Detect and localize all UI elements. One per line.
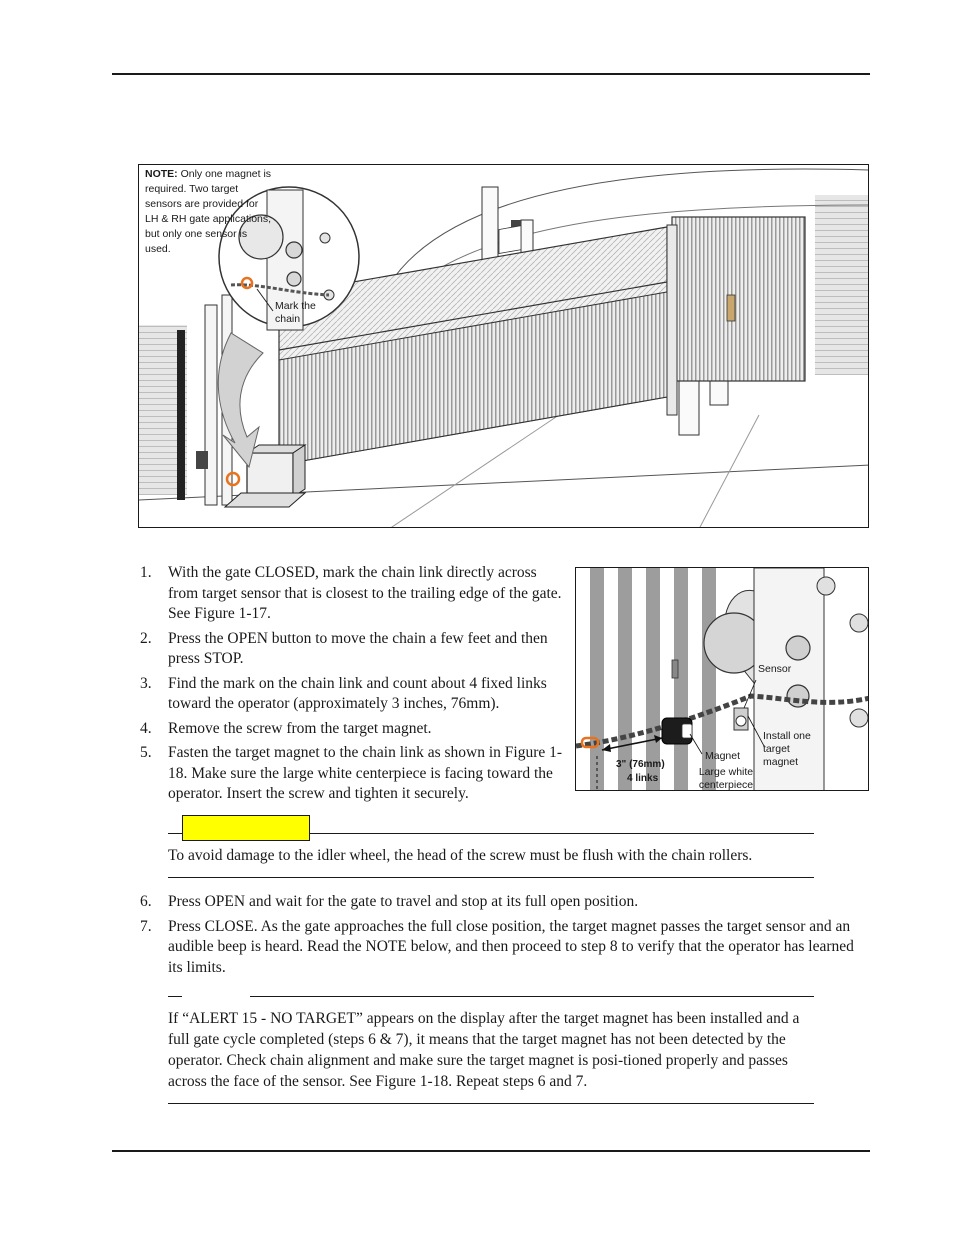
label-centerpiece: Large white centerpiece <box>698 766 754 791</box>
step-item <box>140 719 568 740</box>
header-rule <box>112 73 870 75</box>
figure-note-label: NOTE: <box>145 168 178 180</box>
step-text: Find the mark on the chain link and count about 4 fixed links toward the operator (approximately 3 inches, 76mm). <box>168 674 547 712</box>
step-number: 7. <box>140 917 152 935</box>
step-item <box>140 743 568 805</box>
step-text: Press OPEN and wait for the gate to travel and stop at its full open position. <box>168 893 639 910</box>
step-item <box>140 563 568 625</box>
step-number: 6. <box>140 893 152 910</box>
footer-rule <box>112 1150 870 1152</box>
caution-text: To avoid damage to the idler wheel, the head of the screw must be flush with the chain rollers. <box>168 847 753 864</box>
figure-magnet-detail <box>575 567 869 791</box>
step-text: Press CLOSE. As the gate approaches the full close position, the target magnet passes the target sensor and an audible beep is heard. Read the NOTE below, and then proceed to step 8 to verify that the operator has learned its limits. <box>168 917 854 976</box>
caution-box <box>168 833 814 878</box>
note-box <box>168 996 814 1104</box>
step-text: With the gate CLOSED, mark the chain link directly across from target sensor that is closest to the trailing edge of the gate. See Figure 1-17. <box>168 564 562 622</box>
right-wall <box>815 195 869 375</box>
step-number: 5. <box>140 744 152 761</box>
step-text: Press the OPEN button to move the chain a few feet and then press STOP. <box>168 629 548 667</box>
label-install-magnet: Install one target magnet <box>763 730 811 768</box>
steps-list-b <box>140 892 870 982</box>
label-links: 4 links <box>627 773 659 784</box>
label-measure: 3" (76mm) <box>616 759 665 770</box>
note-label-gap <box>168 995 250 998</box>
figure-note <box>145 167 273 257</box>
callout-mark-chain: Mark the chain <box>275 300 316 325</box>
step-number: 4. <box>140 719 152 737</box>
figure-note-text: Only one magnet is required. Two target sensors are provided for LH & RH gate applications, but only one sensor is used. <box>145 168 272 255</box>
step-text: Fasten the target magnet to the chain link as shown in Figure 1-18. Make sure the large white centerpiece is facing toward the operator. Insert the screw and tighten it securely. <box>168 744 563 802</box>
steps-list-a <box>140 563 568 809</box>
step-number: 1. <box>140 564 152 581</box>
step-text: Remove the screw from the target magnet. <box>168 719 432 737</box>
step-item <box>140 629 568 670</box>
label-magnet: Magnet <box>705 750 741 762</box>
step-item <box>140 674 568 715</box>
figure-gate-overview <box>138 164 869 528</box>
note-text: If “ALERT 15 - NO TARGET” appears on the display after the target magnet has been installed and a full gate cycle completed (steps 6 & 7), it means that the target magnet has not been detected by the operator. Check chain alignment and make sure the target magnet is posi-tioned properly and passes across the face of the sensor. See Figure 1-18. Repeat steps 6 and 7. <box>168 1010 800 1090</box>
step-item <box>140 917 870 979</box>
step-item <box>140 892 870 913</box>
step-number: 3. <box>140 674 152 692</box>
step-number: 2. <box>140 629 152 647</box>
caution-badge <box>182 815 310 841</box>
label-sensor: Sensor <box>758 663 792 675</box>
